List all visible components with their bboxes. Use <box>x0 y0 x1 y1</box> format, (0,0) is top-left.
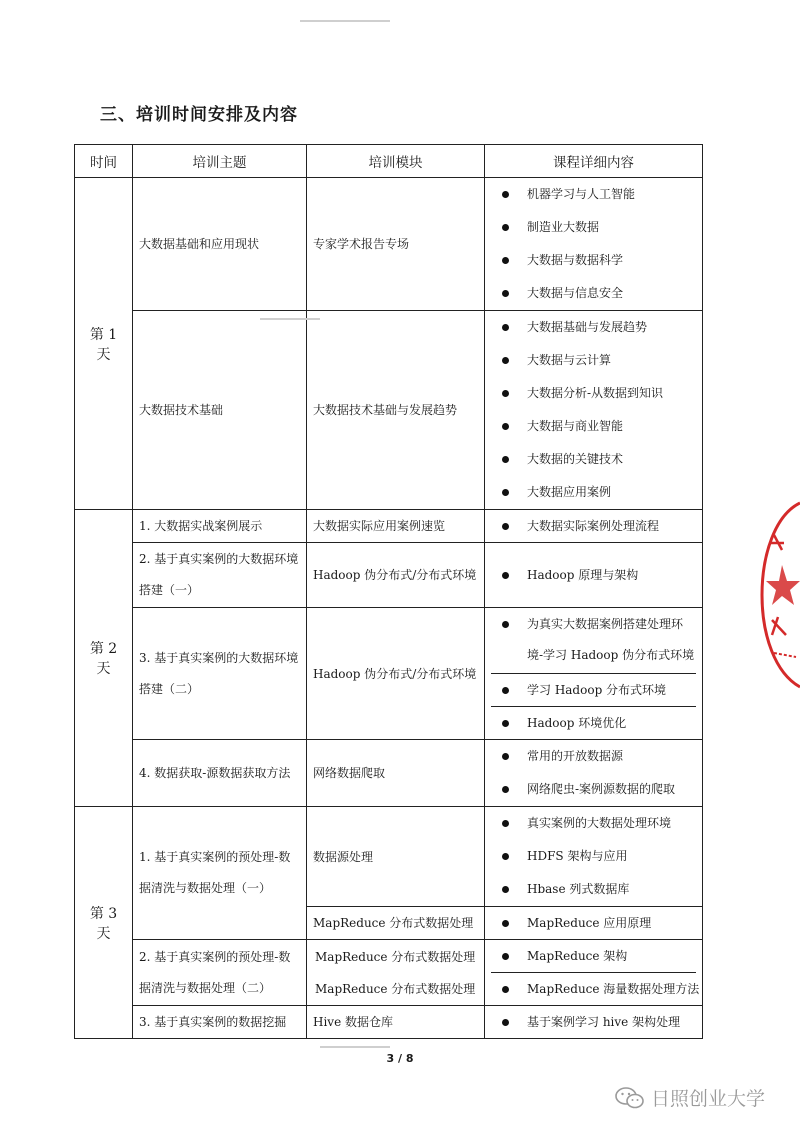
topic-cell: 1. 基于真实案例的预处理-数据清洗与数据处理（一） <box>133 807 307 940</box>
module-line: MapReduce 分布式数据处理 <box>315 949 476 964</box>
seal-stamp-icon <box>760 495 800 695</box>
bullet-icon <box>502 886 509 893</box>
bullet-icon <box>502 523 509 530</box>
list-item: 常用的开放数据源 <box>491 740 696 773</box>
training-schedule-table <box>74 144 703 1039</box>
module-cell: 专家学术报告专场 <box>307 178 485 311</box>
detail-cell <box>485 1006 703 1039</box>
module-cell: MapReduce 分布式数据处理 <box>307 907 485 940</box>
bullet-icon <box>502 456 509 463</box>
page-number: 3 / 8 <box>386 1052 414 1065</box>
list-item: 学习 Hadoop 分布式环境 <box>491 673 696 706</box>
topic-cell: 大数据基础和应用现状 <box>133 178 307 311</box>
bullet-icon <box>502 753 509 760</box>
bullet-icon <box>502 820 509 827</box>
bullet-icon <box>502 324 509 331</box>
bullet-icon <box>502 489 509 496</box>
list-item: 为真实大数据案例搭建处理环境-学习 Hadoop 伪分布式环境 <box>491 608 696 673</box>
bullet-icon <box>502 1019 509 1026</box>
list-item: MapReduce 架构 <box>491 940 696 972</box>
list-item: 大数据分析-从数据到知识 <box>491 377 696 410</box>
table-row <box>75 740 703 807</box>
header-topic: 培训主题 <box>133 145 307 178</box>
list-item: 大数据与商业智能 <box>491 410 696 443</box>
module-cell: Hive 数据仓库 <box>307 1006 485 1039</box>
module-cell: 大数据实际应用案例速览 <box>307 510 485 543</box>
detail-cell <box>485 807 703 907</box>
header-module: 培训模块 <box>307 145 485 178</box>
list-item: 大数据应用案例 <box>491 476 696 509</box>
bullet-icon <box>502 224 509 231</box>
module-cell: Hadoop 伪分布式/分布式环境 <box>307 543 485 608</box>
module-cell: 大数据技术基础与发展趋势 <box>307 311 485 510</box>
bullet-icon <box>502 953 509 960</box>
bullet-icon <box>502 853 509 860</box>
header-time: 时间 <box>75 145 133 178</box>
bullet-icon <box>502 257 509 264</box>
list-item: Hadoop 环境优化 <box>491 706 696 739</box>
topic-cell: 4. 数据获取-源数据获取方法 <box>133 740 307 807</box>
watermark-text: 日照创业大学 <box>651 1088 766 1110</box>
bullet-icon <box>502 191 509 198</box>
module-cell: 数据源处理 <box>307 807 485 907</box>
table-row <box>75 311 703 510</box>
list-item: MapReduce 应用原理 <box>491 907 696 939</box>
bullet-icon <box>502 572 509 579</box>
detail-cell <box>485 311 703 510</box>
watermark <box>615 1084 765 1111</box>
bullet-icon <box>502 786 509 793</box>
list-item: 大数据的关键技术 <box>491 443 696 476</box>
topic-cell: 1. 大数据实战案例展示 <box>133 510 307 543</box>
table-row <box>75 1006 703 1039</box>
table-row <box>75 543 703 608</box>
day-2-cell: 第 2 天 <box>75 510 133 807</box>
list-item: Hadoop 原理与架构 <box>491 559 696 591</box>
bullet-icon <box>502 720 509 727</box>
list-item: 机器学习与人工智能 <box>491 178 696 211</box>
bullet-icon <box>502 687 509 694</box>
scan-noise <box>260 318 320 320</box>
module-cell: 网络数据爬取 <box>307 740 485 807</box>
scan-noise <box>300 20 390 22</box>
topic-cell: 3. 基于真实案例的数据挖掘 <box>133 1006 307 1039</box>
day-3-cell: 第 3 天 <box>75 807 133 1039</box>
list-item: Hbase 列式数据库 <box>491 873 696 906</box>
list-item: MapReduce 海量数据处理方法 <box>491 972 696 1005</box>
list-item: 大数据实际案例处理流程 <box>491 510 696 542</box>
module-cell <box>307 940 485 1006</box>
list-item: 大数据基础与发展趋势 <box>491 311 696 344</box>
table-row <box>75 940 703 1006</box>
module-cell: Hadoop 伪分布式/分布式环境 <box>307 608 485 740</box>
topic-cell: 2. 基于真实案例的大数据环境搭建（一） <box>133 543 307 608</box>
topic-cell: 大数据技术基础 <box>133 311 307 510</box>
topic-cell: 2. 基于真实案例的预处理-数据清洗与数据处理（二） <box>133 940 307 1006</box>
detail-cell <box>485 543 703 608</box>
bullet-icon <box>502 390 509 397</box>
topic-cell: 3. 基于真实案例的大数据环境搭建（二） <box>133 608 307 740</box>
bullet-icon <box>502 621 509 628</box>
bullet-icon <box>502 986 509 993</box>
detail-cell <box>485 940 703 1006</box>
list-item: 基于案例学习 hive 架构处理 <box>491 1006 696 1038</box>
bullet-icon <box>502 423 509 430</box>
list-item: 大数据与数据科学 <box>491 244 696 277</box>
table-row <box>75 178 703 311</box>
list-item: 真实案例的大数据处理环境 <box>491 807 696 840</box>
list-item: 制造业大数据 <box>491 211 696 244</box>
list-item: 大数据与云计算 <box>491 344 696 377</box>
table-header-row <box>75 145 703 178</box>
bullet-icon <box>502 290 509 297</box>
list-item: HDFS 架构与应用 <box>491 840 696 873</box>
bullet-icon <box>502 357 509 364</box>
detail-cell <box>485 740 703 807</box>
list-item: 网络爬虫-案例源数据的爬取 <box>491 773 696 806</box>
day-1-cell: 第 1 天 <box>75 178 133 510</box>
detail-cell <box>485 178 703 311</box>
wechat-icon <box>615 1086 645 1110</box>
detail-cell <box>485 608 703 740</box>
detail-cell <box>485 510 703 543</box>
table-row <box>75 807 703 907</box>
section-title: 三、培训时间安排及内容 <box>100 105 298 125</box>
header-details: 课程详细内容 <box>485 145 703 178</box>
module-line: MapReduce 分布式数据处理 <box>315 981 476 996</box>
table-row <box>75 608 703 740</box>
bullet-icon <box>502 920 509 927</box>
detail-cell <box>485 907 703 940</box>
scan-noise <box>320 1046 390 1048</box>
list-item: 大数据与信息安全 <box>491 277 696 310</box>
table-row <box>75 510 703 543</box>
